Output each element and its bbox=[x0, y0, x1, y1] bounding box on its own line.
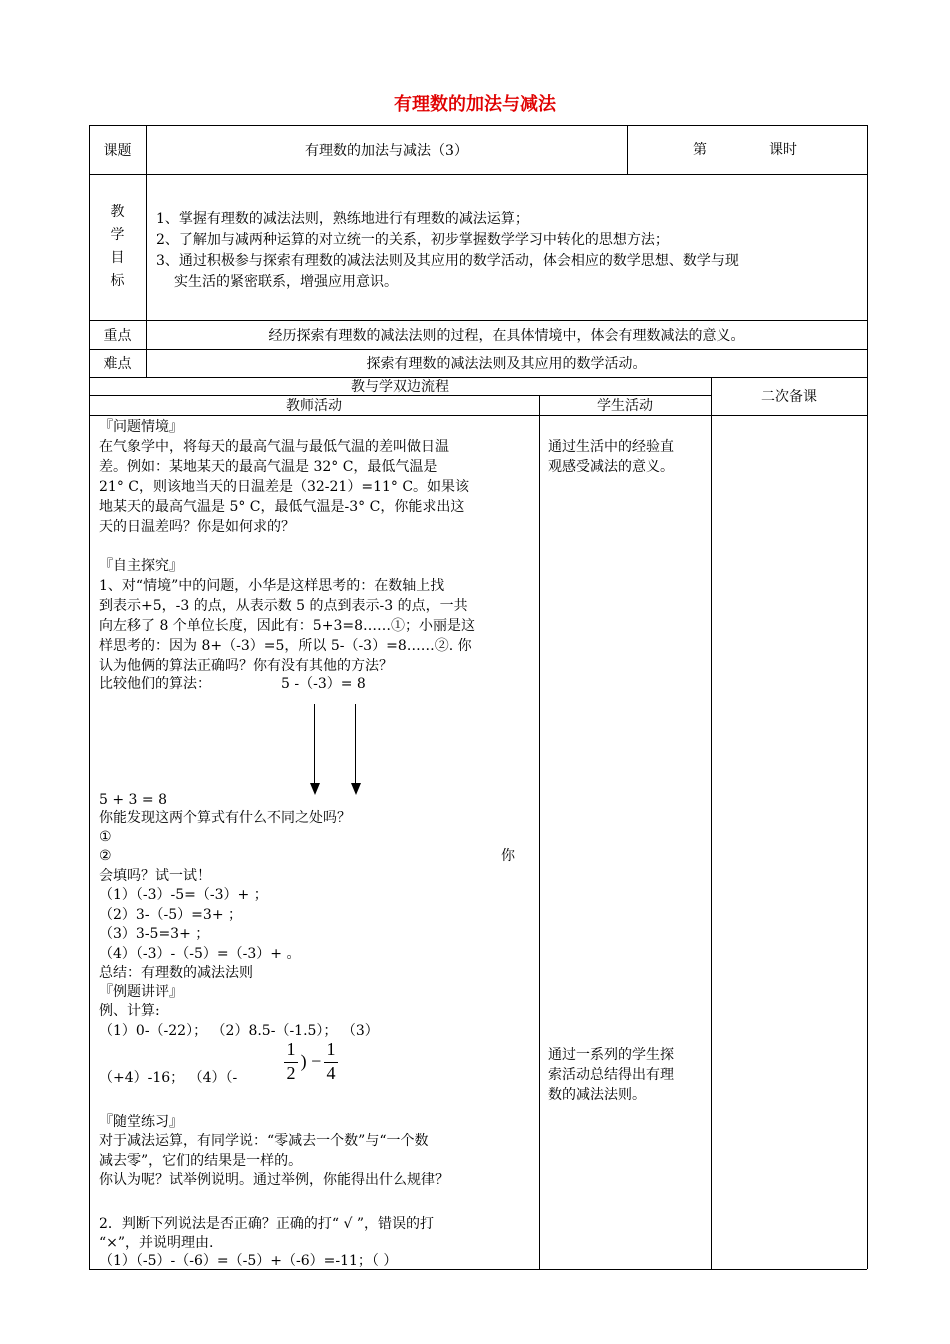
text-line: 通过生活中的经验直 bbox=[548, 439, 674, 455]
text-line: 减去零”，它们的结果是一样的。 bbox=[99, 1153, 303, 1169]
objectives-label-cell bbox=[89, 174, 146, 320]
text-line: 样思考的：因为 8+（-3）=5，所以 5-（-3）=8……②. 你 bbox=[99, 638, 472, 654]
student-activity-header: 学生活动 bbox=[597, 398, 653, 414]
text-line: 你能发现这两个算式有什么不同之处吗？ bbox=[99, 810, 351, 826]
down-arrow-icon bbox=[351, 783, 361, 795]
compare-label: 比较他们的算法： bbox=[99, 676, 211, 692]
lesson-suffix: 课时 bbox=[769, 142, 797, 158]
compare-expression: 5 -（-3）= 8 bbox=[281, 676, 366, 692]
text-line: 对于减法运算，有同学说：“零减去一个数”与“一个数 bbox=[99, 1133, 429, 1149]
text-line: 向左移了 8 个单位长度，因此有：5+3=8……①；小丽是这 bbox=[99, 618, 475, 634]
topic-value: 有理数的加法与减法（3） bbox=[305, 142, 468, 159]
page-title: 有理数的加法与减法 bbox=[394, 94, 556, 115]
fraction-numerator: 1 bbox=[286, 1039, 296, 1059]
second-prep-header: 二次备课 bbox=[761, 389, 817, 405]
section-title: 『自主探究』 bbox=[99, 558, 183, 574]
text-line: 1、对“情境”中的问题，小华是这样思考的：在数轴上找 bbox=[99, 578, 445, 594]
objective-line: 1、掌握有理数的减法法则，熟练地进行有理数的减法运算； bbox=[156, 211, 529, 227]
difficulty-label: 难点 bbox=[103, 356, 132, 372]
fill-item: （2）3-（-5）=3+ ； bbox=[99, 907, 243, 923]
example-line: （+4）-16； （4）（- bbox=[99, 1070, 238, 1086]
mark-two: ② bbox=[99, 848, 112, 864]
text-line: 差。例如：某地某天的最高气温是 32° C，最低气温是 bbox=[99, 459, 438, 475]
text-line: 你认为呢？试举例说明。通过举例，你能得出什么规律？ bbox=[99, 1172, 449, 1188]
difficulty-text: 探索有理数的减法法则及其应用的数学活动。 bbox=[366, 356, 647, 372]
text-line: 2．判断下列说法是否正确？正确的打“ √ ”，错误的打 bbox=[99, 1216, 435, 1232]
text-line: 索活动总结得出有理 bbox=[548, 1067, 674, 1083]
second-prep-content bbox=[711, 415, 867, 1269]
down-arrow-line bbox=[355, 704, 356, 784]
fill-item: （1）（-3）-5=（-3）+ ； bbox=[99, 887, 268, 903]
teacher-activity-content bbox=[89, 415, 539, 1269]
student-activity-content bbox=[539, 415, 711, 1269]
text-line: 天的日温差吗？你是如何求的？ bbox=[99, 519, 295, 535]
sum-expression: 5 + 3 = 8 bbox=[99, 792, 167, 808]
objective-line: 2、了解加与减两种运算的对立统一的关系，初步掌握数学学习中转化的思想方法； bbox=[156, 232, 669, 248]
section-title: 『例题讲评』 bbox=[99, 984, 183, 1000]
text-line: （1）（-5）-（-6）=（-5）+（-6）=-11；（ ） bbox=[99, 1253, 398, 1269]
objective-line: 实生活的紧密联系，增强应用意识。 bbox=[174, 274, 398, 290]
text-line: 21° C，则该地当天的日温差是（32-21）=11° C。如果该 bbox=[99, 479, 470, 495]
fraction-denominator: 4 bbox=[326, 1063, 336, 1083]
text-line: 总结：有理数的减法法则 bbox=[99, 965, 253, 981]
text-line: 例、计算: bbox=[99, 1003, 160, 1019]
teacher-activity-header: 教师活动 bbox=[286, 398, 342, 414]
fill-item: （3）3-5=3+ ； bbox=[99, 926, 210, 942]
text-line: 到表示+5，-3 的点，从表示数 5 的点到表示-3 的点，一共 bbox=[99, 598, 468, 614]
process-header: 教与学双边流程 bbox=[351, 379, 449, 395]
text-line: 会填吗？试一试！ bbox=[99, 868, 211, 884]
text-line: 认为他俩的算法正确吗？你有没有其他的方法？ bbox=[99, 658, 393, 674]
section-title: 『问题情境』 bbox=[99, 419, 183, 435]
text-line: 观感受减法的意义。 bbox=[548, 459, 674, 475]
section-title: 『随堂练习』 bbox=[99, 1114, 183, 1130]
text-line: 通过一系列的学生探 bbox=[548, 1047, 674, 1063]
text-line: 地某天的最高气温是 5° C，最低气温是-3° C，你能求出这 bbox=[99, 499, 465, 515]
key-point-text: 经历探索有理数的减法法则的过程，在具体情境中，体会有理数减法的意义。 bbox=[268, 327, 745, 344]
text-line: 你 bbox=[501, 848, 515, 864]
down-arrow-line bbox=[314, 704, 315, 784]
lesson-prefix: 第 bbox=[693, 142, 707, 158]
fill-item: （4）（-3）-（-5）=（-3）+ 。 bbox=[99, 946, 301, 962]
example-line: （1）0-（-22）； （2）8.5-（-1.5）； （3） bbox=[99, 1023, 379, 1039]
fraction-operator: ) − bbox=[300, 1051, 322, 1071]
key-point-label: 重点 bbox=[103, 327, 132, 344]
text-line: “×”，并说明理由. bbox=[99, 1235, 214, 1251]
table-border-right bbox=[867, 125, 868, 1269]
fraction-denominator: 2 bbox=[286, 1063, 296, 1083]
text-line: 在气象学中，将每天的最高气温与最低气温的差叫做日温 bbox=[99, 439, 449, 455]
mark-one: ① bbox=[99, 829, 112, 845]
lesson-number-cell bbox=[627, 125, 867, 174]
topic-label: 课题 bbox=[103, 142, 132, 159]
down-arrow-icon bbox=[310, 783, 320, 795]
objective-line: 3、通过积极参与探索有理数的减法法则及其应用的数学活动，体会相应的数学思想、数学与现 bbox=[156, 253, 739, 269]
objectives-label: 教学目标 bbox=[110, 204, 125, 289]
text-line: 数的减法法则。 bbox=[548, 1087, 646, 1103]
objectives-content bbox=[146, 174, 867, 320]
fraction-numerator: 1 bbox=[326, 1039, 336, 1059]
